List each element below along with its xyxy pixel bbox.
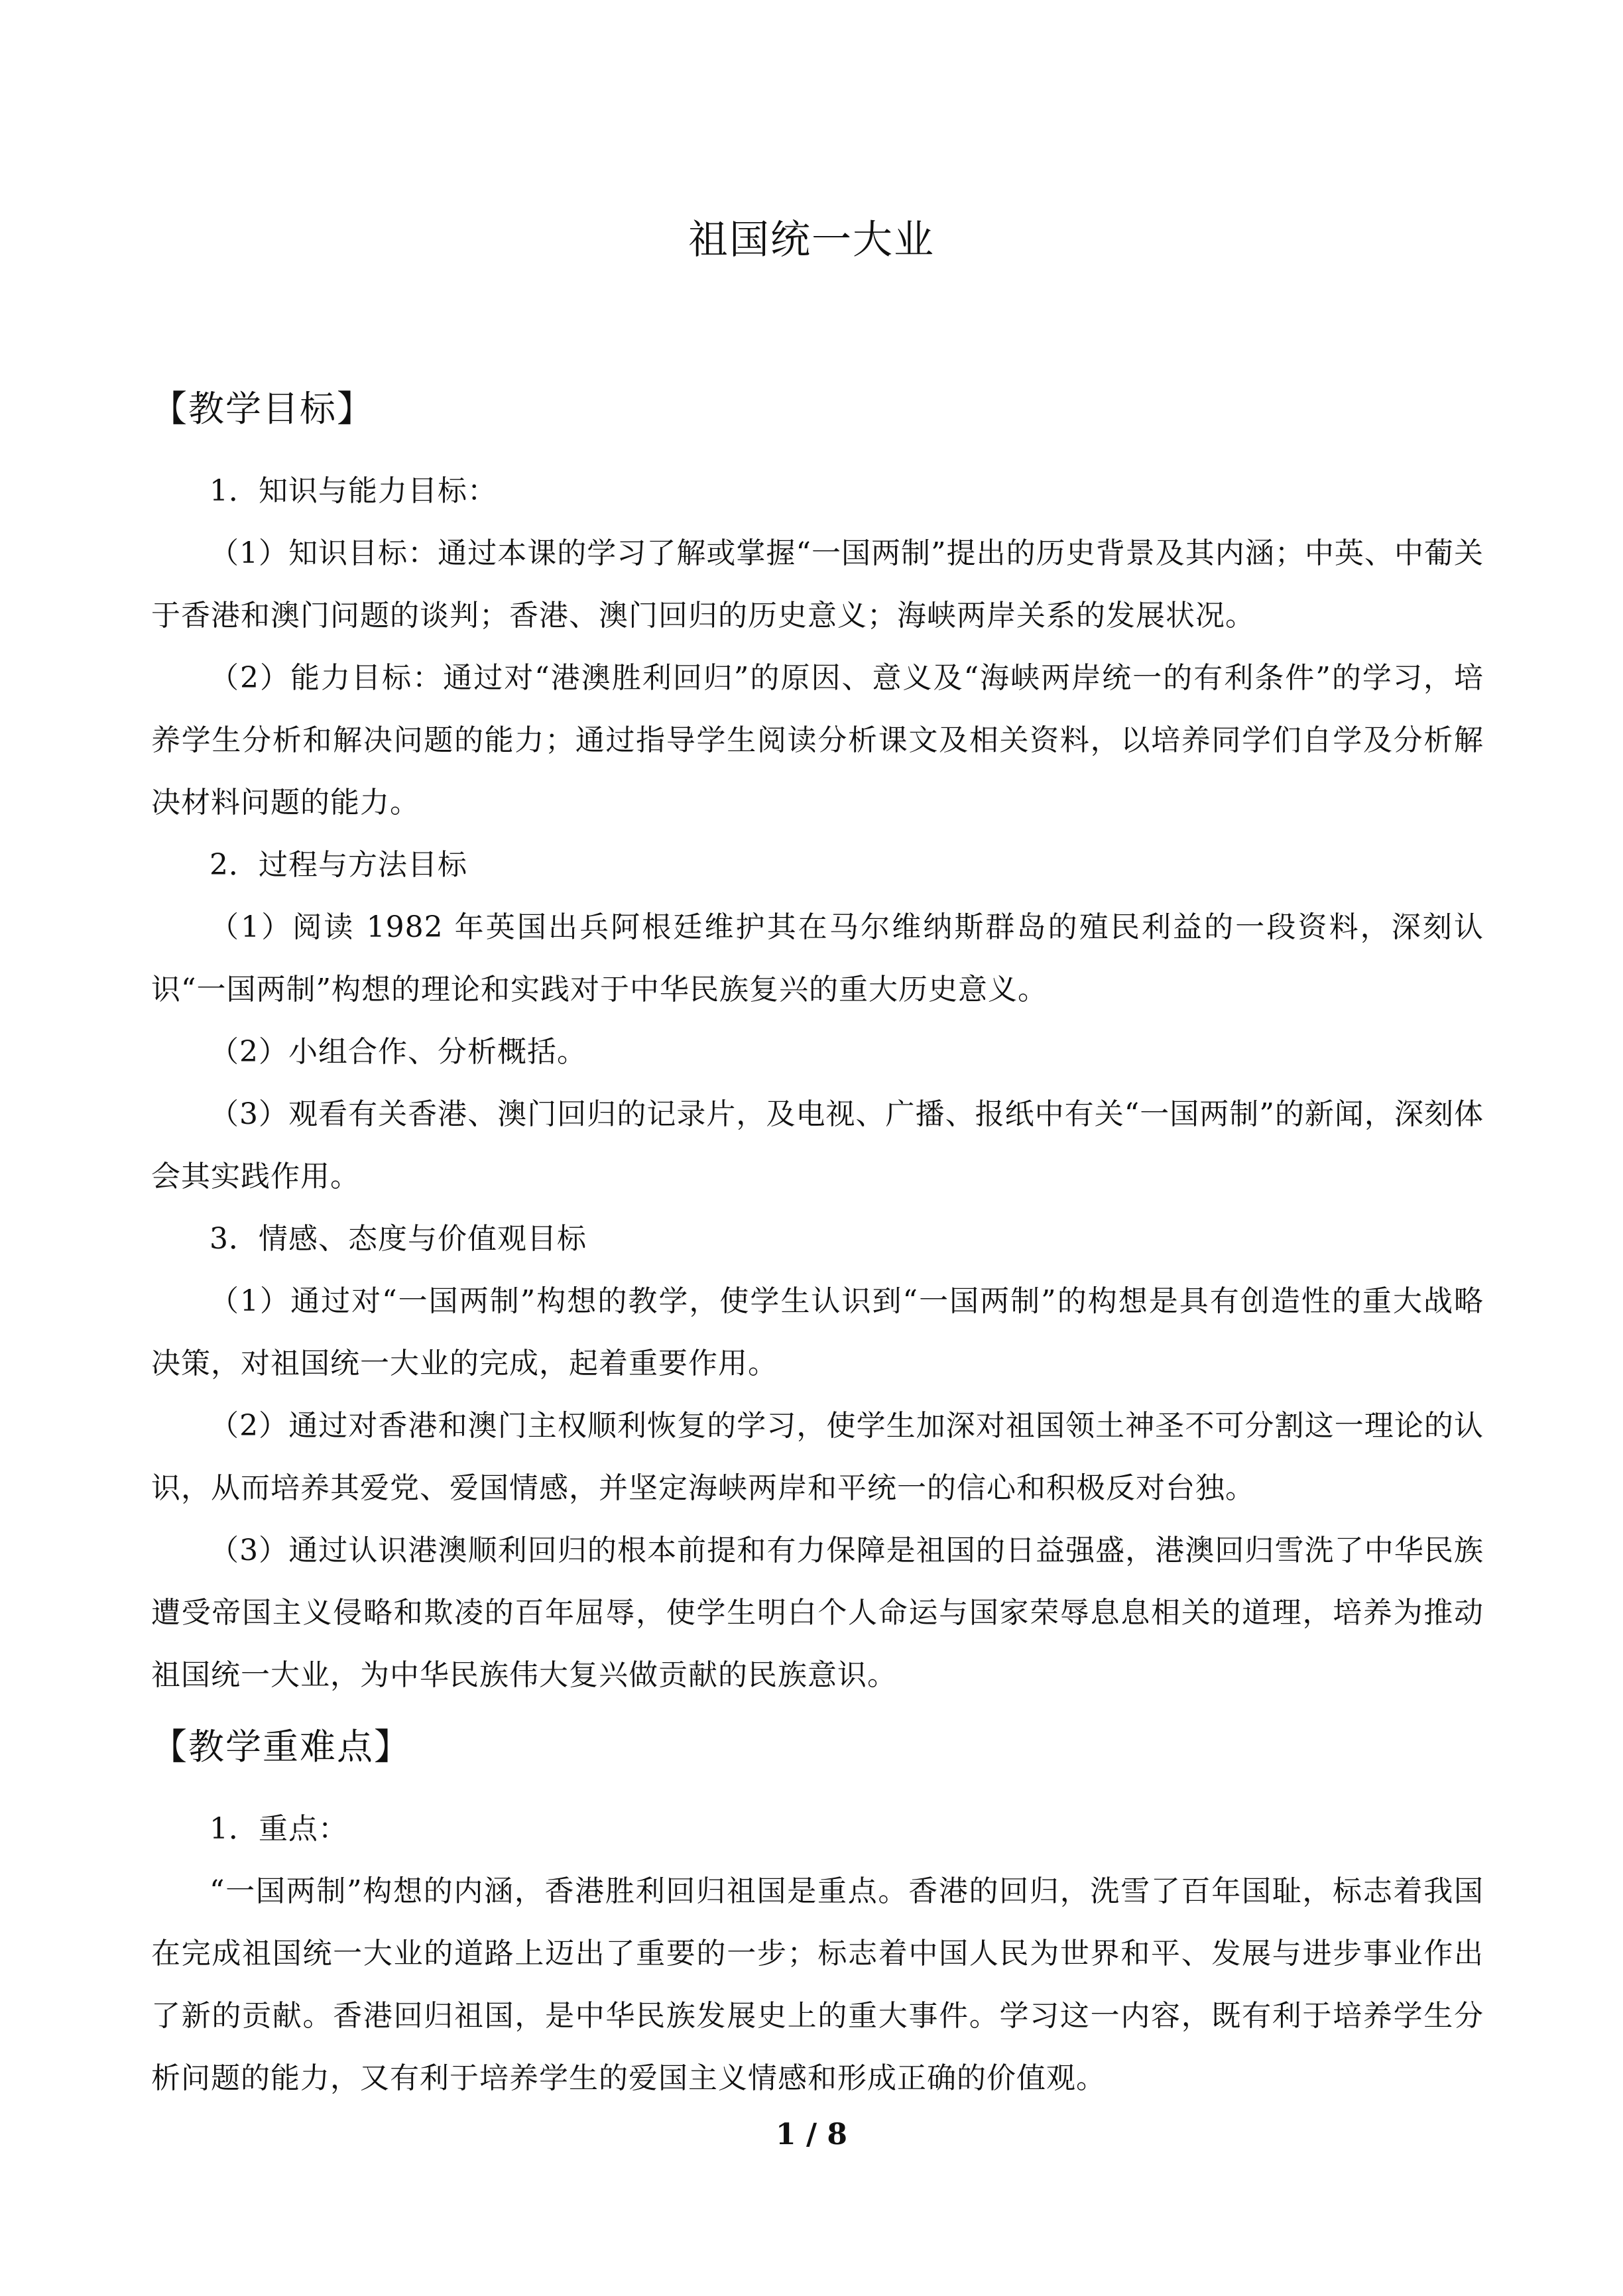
paragraph: “一国两制”构想的内涵，香港胜利回归祖国是重点。香港的回归，洗雪了百年国耻，标志着我国在完成祖国统一大业的道路上迈出了重要的一步；标志着中国人民为世界和平、发展与进步事业作出了新的贡献。香港回归祖国，是中华民族发展史上的重大事件。学习这一内容，既有利于培养学生分析问题的能力，又有利于培养学生的爱国主义情感和形成正确的价值观。	[151, 1874, 1484, 2095]
paragraph: 1．重点：	[210, 1812, 348, 1846]
paragraph: 3．情感、态度与价值观目标	[210, 1222, 587, 1256]
paragraph: 1．知识与能力目标：	[210, 474, 497, 508]
document-title: 祖国统一大业	[688, 217, 935, 263]
paragraph: （1）阅读 1982 年英国出兵阿根廷维护其在马尔维纳斯群岛的殖民利益的一段资料，深刻认识“一国两制”构想的理论和实践对于中华民族复兴的重大历史意义。	[151, 910, 1484, 1006]
section-heading-key-points: 【教学重难点】	[151, 1726, 411, 1768]
paragraph: 2．过程与方法目标	[210, 848, 467, 882]
paragraph: （1）知识目标：通过本课的学习了解或掌握“一国两制”提出的历史背景及其内涵；中英、中葡关于香港和澳门问题的谈判；香港、澳门回归的历史意义；海峡两岸关系的发展状况。	[151, 536, 1484, 633]
paragraph: （1）通过对“一国两制”构想的教学，使学生认识到“一国两制”的构想是具有创造性的重大战略决策，对祖国统一大业的完成，起着重要作用。	[151, 1284, 1484, 1380]
paragraph: （2）小组合作、分析概括。	[210, 1035, 587, 1069]
paragraph: （2）能力目标：通过对“港澳胜利回归”的原因、意义及“海峡两岸统一的有利条件”的学习，培养学生分析和解决问题的能力；通过指导学生阅读分析课文及相关资料，以培养同学们自学及分析解决材料问题的能力。	[151, 661, 1484, 819]
paragraph: （3）通过认识港澳顺利回归的根本前提和有力保障是祖国的日益强盛，港澳回归雪洗了中华民族遭受帝国主义侵略和欺凌的百年屈辱，使学生明白个人命运与国家荣辱息息相关的道理，培养为推动祖国统一大业，为中华民族伟大复兴做贡献的民族意识。	[151, 1534, 1484, 1692]
paragraph: （3）观看有关香港、澳门回归的记录片，及电视、广播、报纸中有关“一国两制”的新闻，深刻体会其实践作用。	[151, 1097, 1484, 1193]
paragraph: （2）通过对香港和澳门主权顺利恢复的学习，使学生加深对祖国领土神圣不可分割这一理论的认识，从而培养其爱党、爱国情感，并坚定海峡两岸和平统一的信心和积极反对台独。	[151, 1409, 1484, 1505]
document-body	[151, 378, 1484, 2110]
page-number: 1 / 8	[776, 2118, 847, 2151]
section-heading-objectives: 【教学目标】	[151, 388, 374, 430]
